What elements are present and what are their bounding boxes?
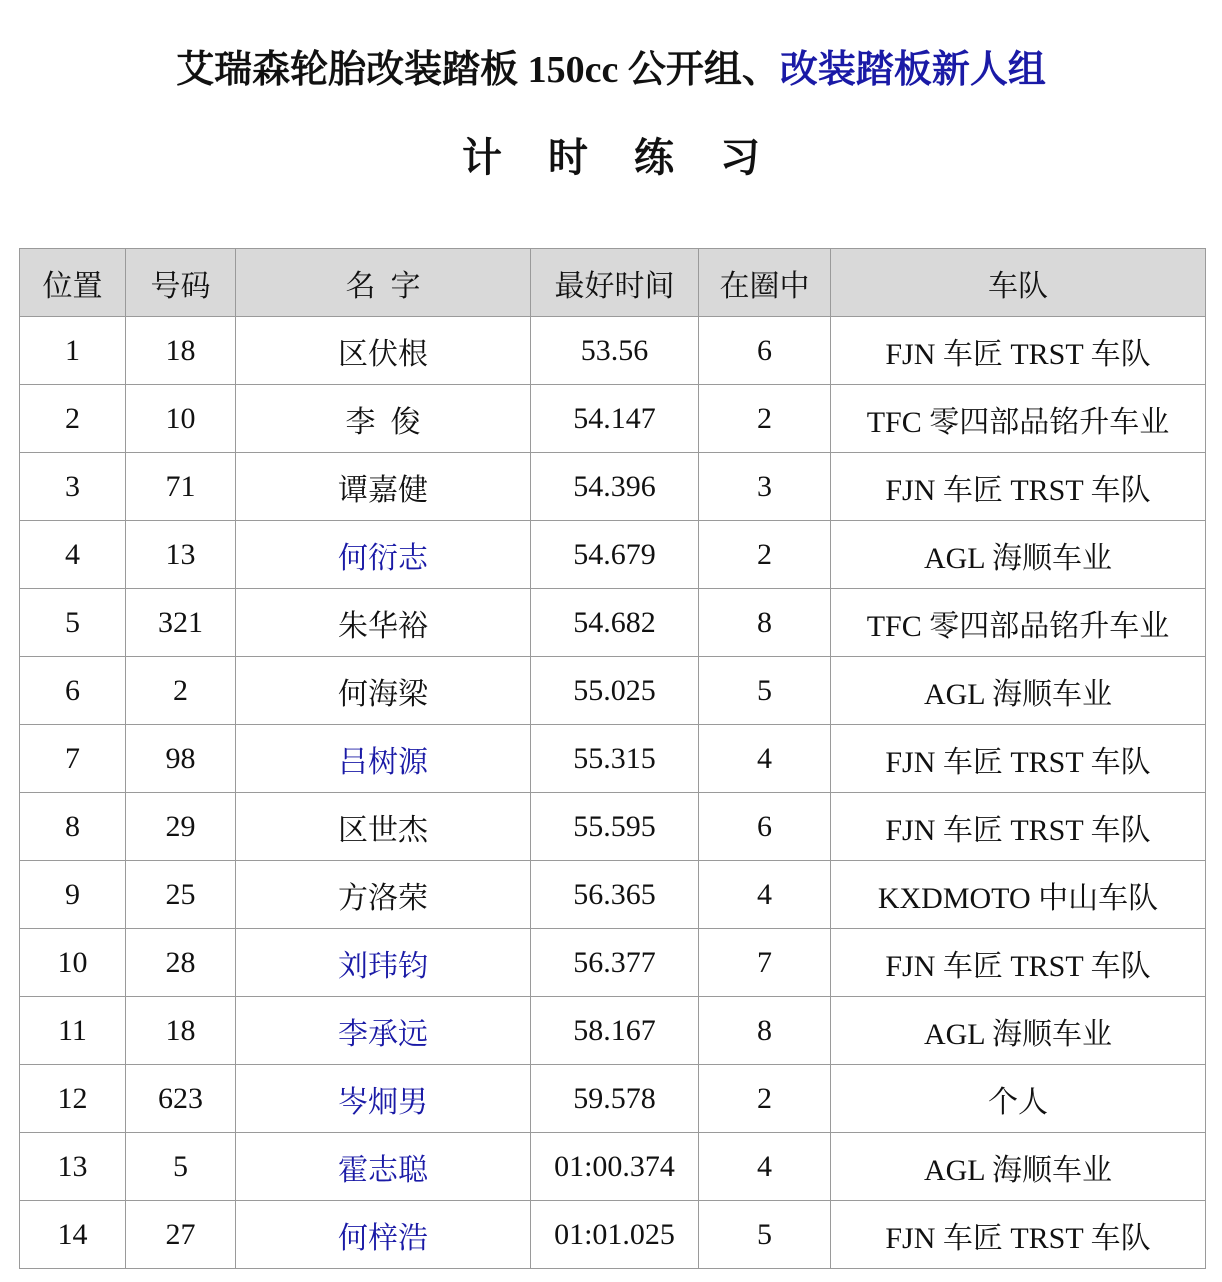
cell-name: 岑炯男 <box>236 1065 531 1133</box>
cell-team: FJN 车匠 TRST 车队 <box>831 317 1206 385</box>
cell-name: 李承远 <box>236 997 531 1065</box>
cell-team: FJN 车匠 TRST 车队 <box>831 793 1206 861</box>
cell-number: 25 <box>126 861 236 929</box>
cell-name: 何梓浩 <box>236 1201 531 1269</box>
cell-position: 3 <box>20 453 126 521</box>
cell-best-time: 53.56 <box>531 317 699 385</box>
cell-best-time: 54.147 <box>531 385 699 453</box>
cell-position: 9 <box>20 861 126 929</box>
cell-number: 2 <box>126 657 236 725</box>
cell-number: 71 <box>126 453 236 521</box>
table-row <box>20 1201 1206 1269</box>
cell-name: 李 俊 <box>236 385 531 453</box>
cell-name: 何衍志 <box>236 521 531 589</box>
cell-name: 何海梁 <box>236 657 531 725</box>
header-name: 名 字 <box>236 249 531 317</box>
cell-lap: 6 <box>699 317 831 385</box>
table-row <box>20 725 1206 793</box>
cell-number: 10 <box>126 385 236 453</box>
cell-lap: 4 <box>699 1133 831 1201</box>
cell-best-time: 59.578 <box>531 1065 699 1133</box>
cell-position: 5 <box>20 589 126 657</box>
cell-team: FJN 车匠 TRST 车队 <box>831 1201 1206 1269</box>
cell-number: 18 <box>126 317 236 385</box>
cell-lap: 4 <box>699 861 831 929</box>
cell-lap: 6 <box>699 793 831 861</box>
cell-lap: 7 <box>699 929 831 997</box>
cell-best-time: 56.377 <box>531 929 699 997</box>
cell-position: 7 <box>20 725 126 793</box>
cell-team: KXDMOTO 中山车队 <box>831 861 1206 929</box>
cell-lap: 8 <box>699 589 831 657</box>
cell-name: 刘玮钧 <box>236 929 531 997</box>
table-row <box>20 929 1206 997</box>
cell-number: 27 <box>126 1201 236 1269</box>
cell-best-time: 55.595 <box>531 793 699 861</box>
cell-lap: 5 <box>699 1201 831 1269</box>
cell-team: FJN 车匠 TRST 车队 <box>831 725 1206 793</box>
cell-team: AGL 海顺车业 <box>831 997 1206 1065</box>
header-team: 车队 <box>831 249 1206 317</box>
page-subtitle: 计 时 练 习 <box>462 135 778 180</box>
table-row <box>20 657 1206 725</box>
cell-position: 4 <box>20 521 126 589</box>
cell-best-time: 01:00.374 <box>531 1133 699 1201</box>
cell-position: 6 <box>20 657 126 725</box>
table-row <box>20 861 1206 929</box>
cell-name: 吕树源 <box>236 725 531 793</box>
cell-best-time: 01:01.025 <box>531 1201 699 1269</box>
cell-position: 1 <box>20 317 126 385</box>
cell-team: 个人 <box>831 1065 1206 1133</box>
cell-number: 29 <box>126 793 236 861</box>
cell-team: FJN 车匠 TRST 车队 <box>831 453 1206 521</box>
cell-best-time: 55.025 <box>531 657 699 725</box>
cell-position: 12 <box>20 1065 126 1133</box>
table-row <box>20 385 1206 453</box>
cell-team: TFC 零四部品铭升车业 <box>831 589 1206 657</box>
cell-lap: 2 <box>699 385 831 453</box>
cell-number: 13 <box>126 521 236 589</box>
cell-best-time: 56.365 <box>531 861 699 929</box>
cell-number: 28 <box>126 929 236 997</box>
cell-position: 11 <box>20 997 126 1065</box>
cell-team: FJN 车匠 TRST 车队 <box>831 929 1206 997</box>
cell-lap: 3 <box>699 453 831 521</box>
table-row <box>20 793 1206 861</box>
table-row <box>20 997 1206 1065</box>
cell-name: 区世杰 <box>236 793 531 861</box>
cell-position: 13 <box>20 1133 126 1201</box>
table-row <box>20 453 1206 521</box>
cell-team: TFC 零四部品铭升车业 <box>831 385 1206 453</box>
cell-number: 5 <box>126 1133 236 1201</box>
cell-name: 方洛荣 <box>236 861 531 929</box>
header-position: 位置 <box>20 249 126 317</box>
table-row <box>20 317 1206 385</box>
cell-best-time: 55.315 <box>531 725 699 793</box>
cell-name: 霍志聪 <box>236 1133 531 1201</box>
table-row <box>20 1133 1206 1201</box>
cell-lap: 2 <box>699 521 831 589</box>
title-open-class: 艾瑞森轮胎改装踏板 150cc 公开组、 <box>176 49 780 91</box>
cell-position: 2 <box>20 385 126 453</box>
cell-name: 谭嘉健 <box>236 453 531 521</box>
cell-best-time: 54.679 <box>531 521 699 589</box>
table-row <box>20 589 1206 657</box>
cell-team: AGL 海顺车业 <box>831 1133 1206 1201</box>
results-body <box>20 317 1206 1269</box>
cell-position: 14 <box>20 1201 126 1269</box>
table-header-row <box>20 249 1206 317</box>
cell-lap: 8 <box>699 997 831 1065</box>
cell-best-time: 58.167 <box>531 997 699 1065</box>
cell-number: 18 <box>126 997 236 1065</box>
cell-number: 321 <box>126 589 236 657</box>
table-row <box>20 1065 1206 1133</box>
cell-number: 98 <box>126 725 236 793</box>
cell-lap: 4 <box>699 725 831 793</box>
cell-lap: 5 <box>699 657 831 725</box>
cell-name: 朱华裕 <box>236 589 531 657</box>
cell-position: 10 <box>20 929 126 997</box>
cell-position: 8 <box>20 793 126 861</box>
cell-number: 623 <box>126 1065 236 1133</box>
header-lap: 在圈中 <box>699 249 831 317</box>
title-rookie-class: 改装踏板新人组 <box>779 49 1046 91</box>
cell-best-time: 54.396 <box>531 453 699 521</box>
cell-team: AGL 海顺车业 <box>831 521 1206 589</box>
header-best-time: 最好时间 <box>531 249 699 317</box>
results-table <box>19 248 1206 1269</box>
table-row <box>20 521 1206 589</box>
cell-best-time: 54.682 <box>531 589 699 657</box>
cell-team: AGL 海顺车业 <box>831 657 1206 725</box>
cell-lap: 2 <box>699 1065 831 1133</box>
cell-name: 区伏根 <box>236 317 531 385</box>
header-number: 号码 <box>126 249 236 317</box>
page-title <box>0 42 1222 98</box>
